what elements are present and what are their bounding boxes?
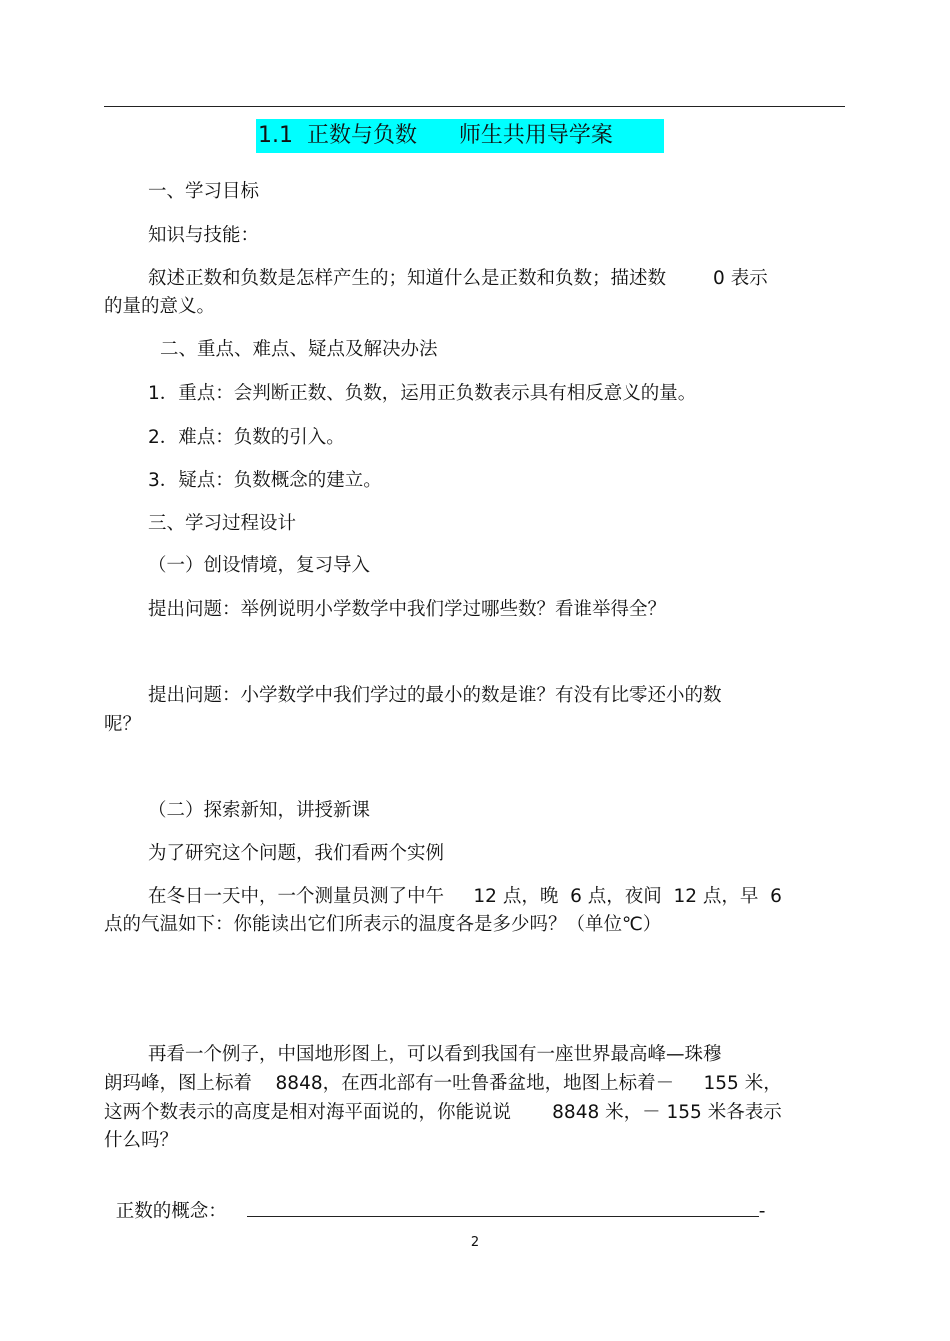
paragraph-line: 点的气温如下：你能读出它们所表示的温度各是多少吗？（单位℃）	[104, 914, 662, 935]
subheading-knowledge-skills: 知识与技能：	[148, 225, 260, 246]
question-line: 提出问题：举例说明小学数学中我们学过哪些数？看谁举得全？	[148, 599, 667, 620]
paragraph-line: 这两个数表示的高度是相对海平面说的，你能说说 8848 米，－ 155 米各表示	[104, 1102, 782, 1123]
paragraph-line: 叙述正数和负数是怎样产生的；知道什么是正数和负数；描述数 0 表示	[148, 268, 768, 289]
page-title: 1.1 正数与负数 师生共用导学案	[256, 119, 664, 153]
paragraph-line: 的量的意义。	[104, 296, 216, 317]
subsection-heading: （一）创设情境，复习导入	[148, 555, 371, 576]
list-item: 2．难点：负数的引入。	[148, 427, 345, 448]
paragraph-line: 为了研究这个问题，我们看两个实例	[148, 843, 445, 864]
blank-tail: -	[758, 1201, 766, 1222]
section-heading-process: 三、学习过程设计	[148, 513, 297, 534]
list-item: 1．重点：会判断正数、负数，运用正负数表示具有相反意义的量。	[148, 383, 697, 404]
question-line: 呢？	[104, 714, 142, 735]
subsection-heading: （二）探索新知，讲授新课	[148, 800, 371, 821]
definition-label: 正数的概念：	[115, 1201, 227, 1222]
list-item: 3．疑点：负数概念的建立。	[148, 470, 382, 491]
fill-in-blank[interactable]	[247, 1216, 759, 1217]
section-heading-goals: 一、学习目标	[148, 181, 260, 202]
paragraph-line: 朗玛峰，图上标着 8848，在西北部有一吐鲁番盆地，地图上标着－ 155 米，	[104, 1073, 782, 1094]
header-rule	[104, 106, 845, 107]
paragraph-line: 在冬日一天中，一个测量员测了中午 12 点，晚 6 点，夜间 12 点，早 6	[148, 886, 782, 907]
question-line: 提出问题：小学数学中我们学过的最小的数是谁？有没有比零还小的数	[148, 685, 722, 706]
definition-prompt	[104, 1170, 765, 1226]
paragraph-line: 什么吗？	[104, 1130, 179, 1151]
page-number: 2	[470, 1235, 480, 1250]
section-heading-key-points: 二、重点、难点、疑点及解决办法	[160, 339, 438, 360]
paragraph-line: 再看一个例子，中国地形图上，可以看到我国有一座世界最高峰—珠穆	[148, 1044, 722, 1065]
